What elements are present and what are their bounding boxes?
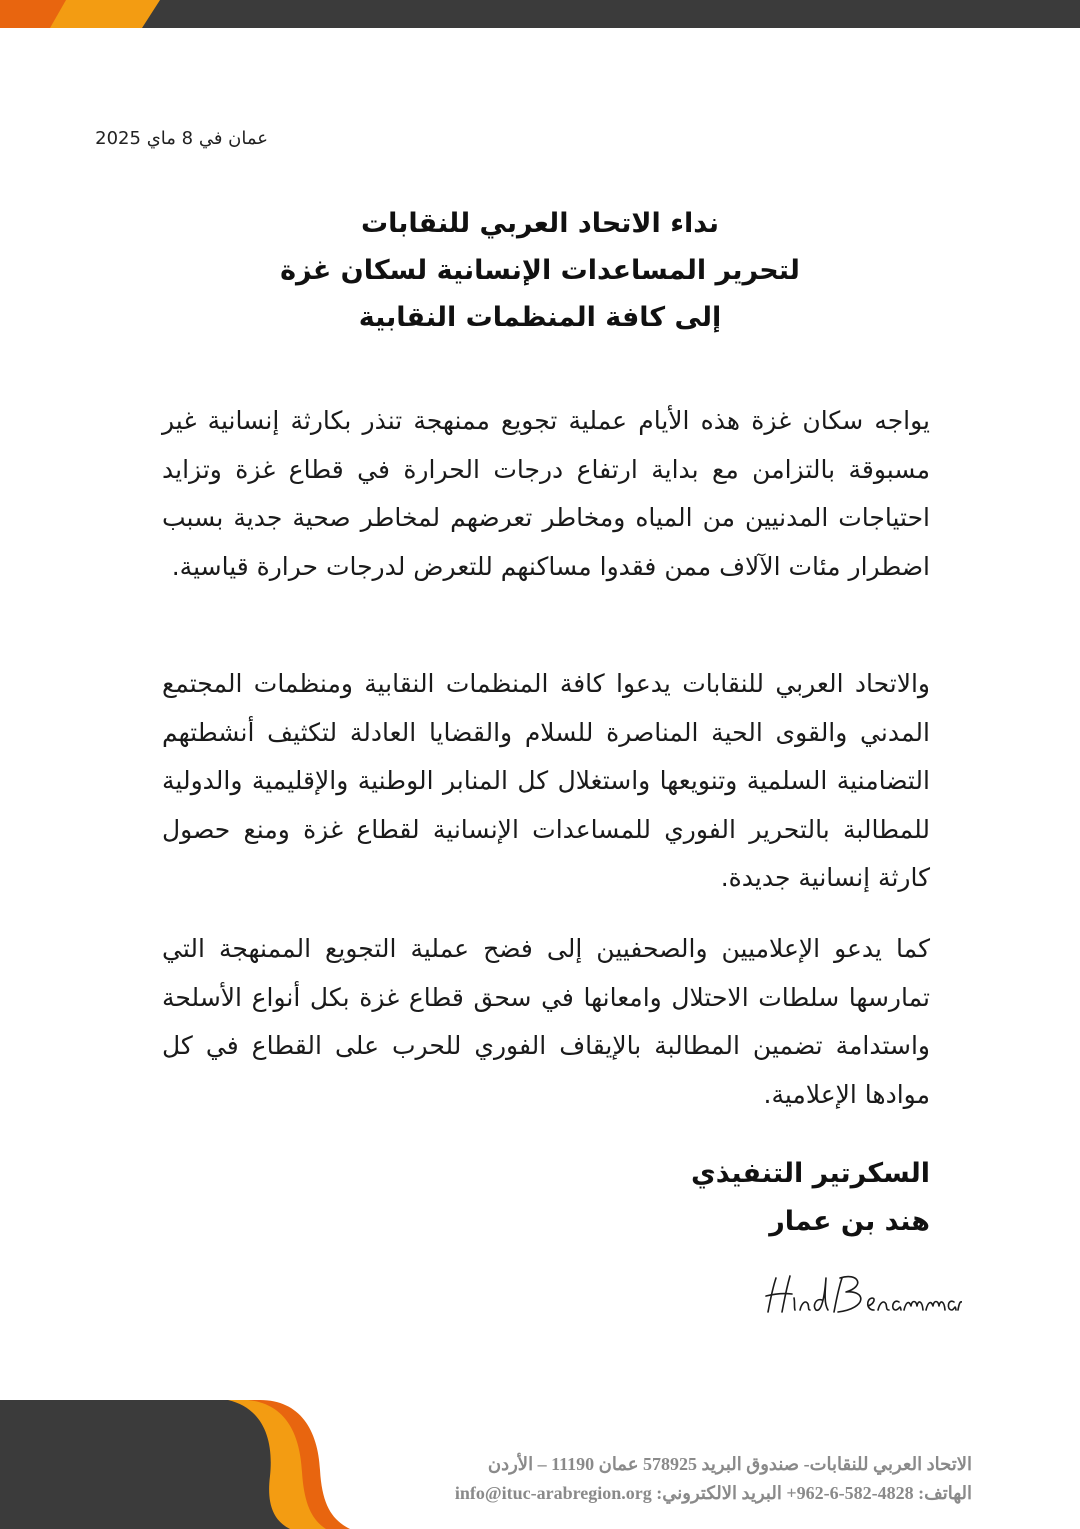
signoff-block <box>560 1150 930 1246</box>
body-paragraph: يواجه سكان غزة هذه الأيام عملية تجويع ممنهجة تنذر بكارثة إنسانية غير مسبوقة بالتزامن مع بداية ارتفاع درجات الحرارة في قطاع غزة وتزايد احتياجات المدنيين من المياه ومخاطر تعرضهم لمخاطر صحية جدية بسبب اضطرار مئات الآلاف ممن فقدوا مساكنهم للتعرض لدرجات حرارة قياسية. <box>162 406 930 581</box>
title-line: إلى كافة المنظمات النقابية <box>358 302 722 333</box>
footer-contact-block <box>380 1450 972 1508</box>
title-line: نداء الاتحاد العربي للنقابات <box>361 208 719 239</box>
footer-decorative-swoosh <box>0 1400 360 1529</box>
body-paragraph: كما يدعو الإعلاميين والصحفيين إلى فضح عملية التجويع الممنهجة التي تمارسها سلطات الاحتلال وامعانها في سحق قطاع غزة بكل أنواع الأسلحة واستدامة تضمين المطالبة بالإيقاف الفوري للحرب على القطاع في كل موادها الإعلامية. <box>162 934 930 1109</box>
letter-title <box>200 200 880 341</box>
signoff-title: السكرتير التنفيذي <box>691 1158 930 1189</box>
top-decorative-bar <box>0 0 1080 28</box>
body-paragraph: والاتحاد العربي للنقابات يدعوا كافة المنظمات النقابية ومنظمات المجتمع المدني والقوى الحية المناصرة للسلام والقضايا العادلة لتكثيف أنشطتهم التضامنية السلمية وتنويعها واستغلال كل المنابر الوطنية والإقليمية والدولية للمطالبة بالتحرير الفوري للمساعدات الإنسانية لقطاع غزة ومنع حصول كارثة إنسانية جديدة. <box>162 669 930 892</box>
footer-contact: الهاتف: 4828-582-6-962+ البريد الالكتروني: info@ituc-arabregion.org <box>454 1483 972 1503</box>
signoff-name: هند بن عمار <box>769 1206 930 1237</box>
handwritten-signature <box>762 1268 962 1322</box>
title-line: لتحرير المساعدات الإنسانية لسكان غزة <box>280 255 800 286</box>
footer-address: الاتحاد العربي للنقابات- صندوق البريد 578925 عمان 11190 – الأردن <box>487 1454 972 1474</box>
letter-date: عمان في 8 ماي 2025 <box>95 128 268 149</box>
